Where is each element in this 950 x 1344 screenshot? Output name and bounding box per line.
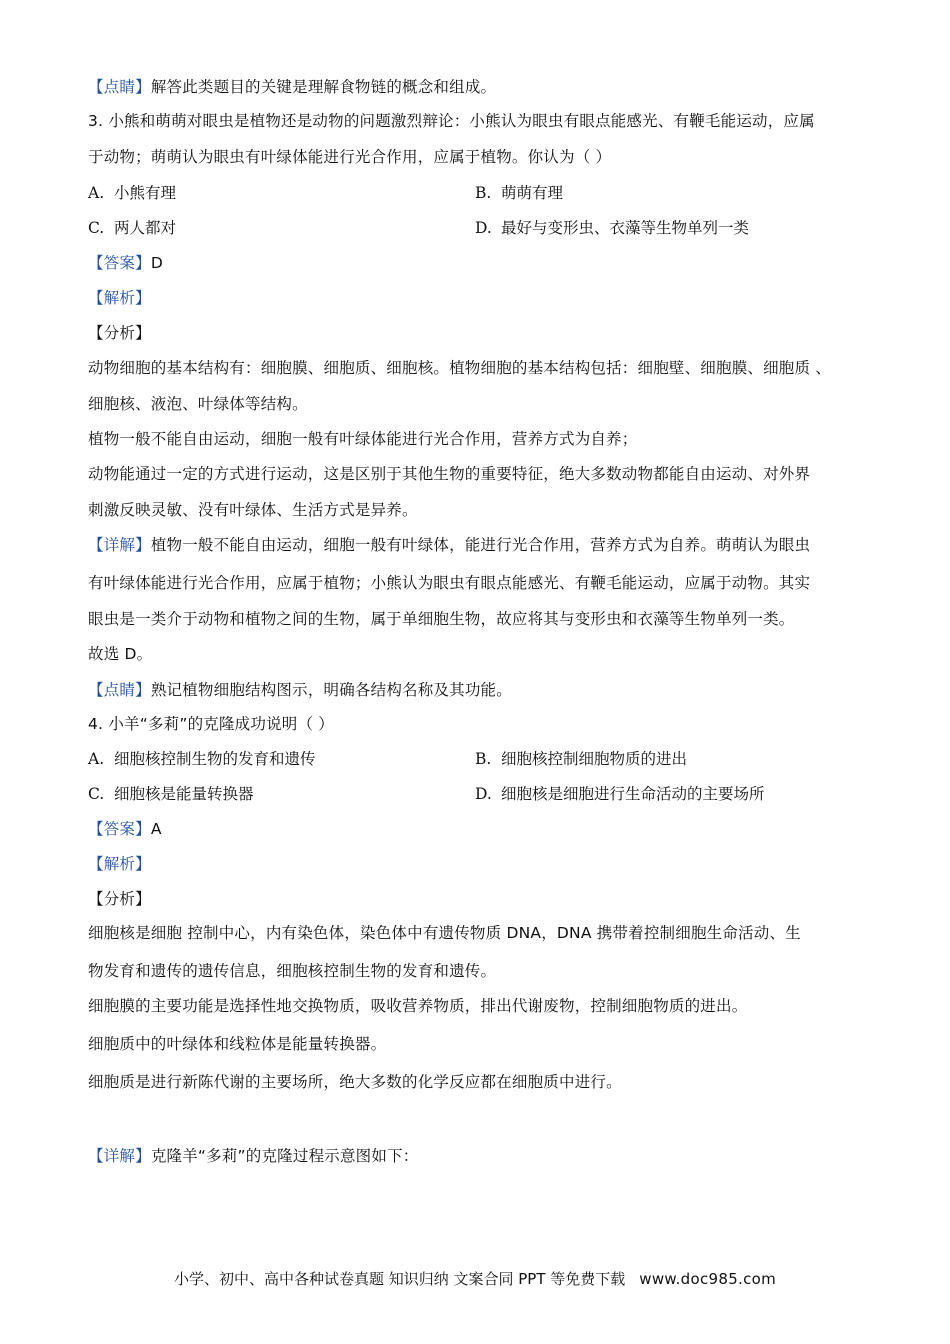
q3-option-b: B. 萌萌有理 [475, 184, 564, 202]
answer-value: A [150, 820, 162, 838]
q3-option-a: A. 小熊有理 [88, 184, 177, 202]
q2-note-line [88, 76, 496, 98]
q3-analysis-line: 细胞核、液泡、叶绿体等结构。 [88, 395, 308, 413]
note-text: 解答此类题目的关键是理解食物链的概念和组成。 [150, 78, 497, 96]
q3-analysis-line: 动物细胞的基本结构有：细胞膜、细胞质、细胞核。植物细胞的基本结构包括：细胞壁、细胞膜、细胞质 、 [88, 359, 832, 377]
q3-option-d: D. 最好与变形虫、衣藻等生物单列一类 [475, 219, 750, 237]
q3-analysis-line: 植物一般不能自由运动，细胞一般有叶绿体能进行光合作用，营养方式为自养； [88, 430, 638, 448]
q4-option-b: B. 细胞核控制细胞物质的进出 [475, 750, 688, 768]
answer-tag: 【答案】 [88, 254, 151, 272]
q3-stem-line-1: 3. 小熊和萌萌对眼虫是植物还是动物的问题激烈辩论：小熊认为眼虫有眼点能感光、有鞭毛能运动，应属 [88, 112, 815, 130]
q4-analysis-line: 细胞质中的叶绿体和线粒体是能量转换器。 [88, 1035, 387, 1053]
answer-tag: 【答案】 [88, 820, 151, 838]
q3-detail-line: 【详解】植物一般不能自由运动，细胞一般有叶绿体，能进行光合作用，营养方式为自养。萌萌认为眼虫 [88, 536, 811, 554]
q3-option-c: C. 两人都对 [88, 219, 177, 237]
detail-tag: 【详解】 [88, 536, 151, 554]
q4-detail-line: 【详解】克隆羊“多莉”的克隆过程示意图如下： [88, 1147, 419, 1165]
q4-stem: 4. 小羊“多莉”的克隆成功说明（ ） [88, 715, 335, 733]
q4-option-c: C. 细胞核是能量转换器 [88, 785, 254, 803]
footer-text: 小学、初中、高中各种试卷真题 知识归纳 文案合同 PPT 等免费下载 [173, 1270, 626, 1288]
q3-answer-line [88, 252, 163, 274]
q3-jiexi-tag: 【解析】 [88, 289, 151, 307]
q4-option-d: D. 细胞核是细胞进行生命活动的主要场所 [475, 785, 765, 803]
page-footer [0, 1268, 950, 1290]
note-tag: 【点睛】 [88, 681, 151, 699]
detail-tag: 【详解】 [88, 1147, 151, 1165]
q4-analysis-line: 细胞膜的主要功能是选择性地交换物质，吸收营养物质，排出代谢废物，控制细胞物质的进出。 [88, 997, 748, 1015]
answer-value: D [150, 254, 163, 272]
q3-detail-line: 有叶绿体能进行光合作用，应属于植物；小熊认为眼虫有眼点能感光、有鞭毛能运动，应属于动物。其实 [88, 574, 811, 592]
q3-note-line: 【点睛】熟记植物细胞结构图示，明确各结构名称及其功能。 [88, 681, 512, 699]
q3-fenxi-tag: 【分析】 [88, 324, 151, 342]
q4-jiexi-tag: 【解析】 [88, 855, 151, 873]
q4-analysis-line: 细胞质是进行新陈代谢的主要场所，绝大多数的化学反应都在细胞质中进行。 [88, 1073, 622, 1091]
q4-option-a: A. 细胞核控制生物的发育和遗传 [88, 750, 316, 768]
q3-detail-line: 故选 D。 [88, 645, 153, 663]
q4-analysis-line: 细胞核是细胞 控制中心，内有染色体，染色体中有遗传物质 DNA，DNA 携带着控制细胞生命活动、生 [88, 924, 801, 942]
q3-analysis-line: 刺激反映灵敏、没有叶绿体、生活方式是异养。 [88, 501, 418, 519]
q4-answer-line [88, 818, 162, 840]
q4-analysis-line: 物发育和遗传的遗传信息，细胞核控制生物的发育和遗传。 [88, 962, 497, 980]
note-tag: 【点睛】 [88, 78, 151, 96]
q3-stem-line-2: 于动物；萌萌认为眼虫有叶绿体能进行光合作用，应属于植物。你认为（ ） [88, 148, 612, 166]
footer-url[interactable]: www.doc985.com [639, 1270, 777, 1288]
q3-analysis-line: 动物能通过一定的方式进行运动，这是区别于其他生物的重要特征，绝大多数动物都能自由运动、对外界 [88, 465, 811, 483]
q3-detail-line: 眼虫是一类介于动物和植物之间的生物，属于单细胞生物，故应将其与变形虫和衣藻等生物单列一类。 [88, 610, 795, 628]
q4-fenxi-tag: 【分析】 [88, 890, 151, 908]
